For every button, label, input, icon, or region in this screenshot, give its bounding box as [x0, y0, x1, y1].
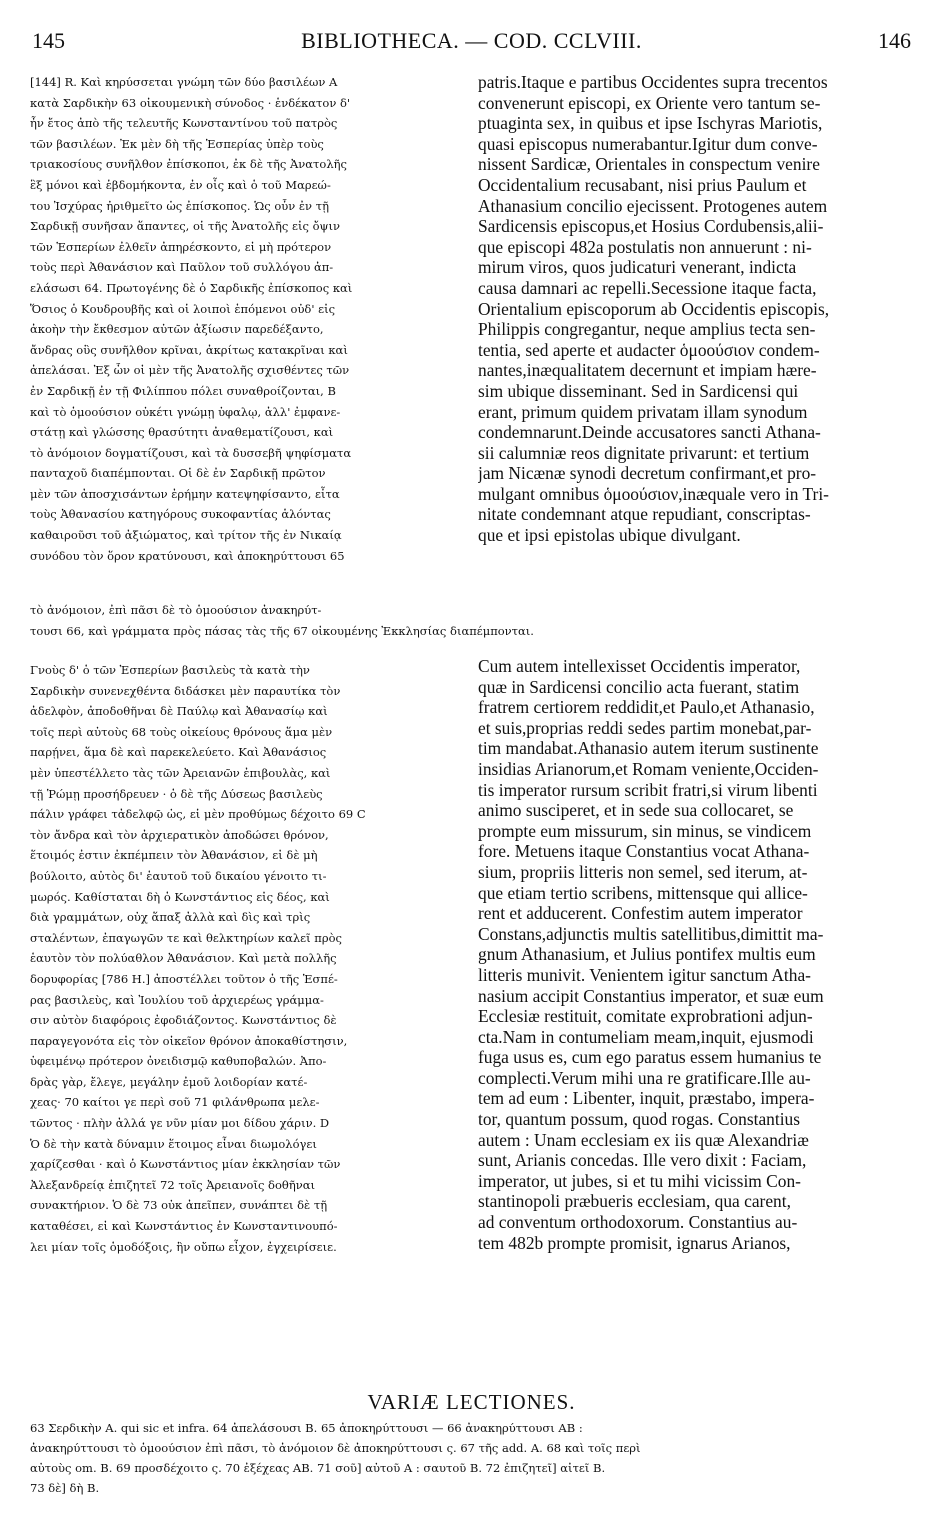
text-line: τριακοσίους συνῆλθον ἐπίσκοποι, ἐκ δὲ τῆς Ἀνατολῆς [30, 157, 347, 172]
text-line: jam Nicænæ synodi decretum confirmant,et pro- [478, 463, 817, 484]
text-line: patris.Itaque e partibus Occidentes supra trecentos [478, 72, 828, 92]
text-line: λει μίαν τοῖς ὁμοδόξοις, ἣν οὔπω εἶχον, ἐγχειρίσειε. [30, 1239, 337, 1254]
text-line: Philippis congregantur, neque amplius tecta sen- [478, 319, 816, 340]
text-line: αὐτοὺς om. B. 69 προσδέχοιτο ς. 70 ἐξέχεας AB. 71 σοῦ] αὐτοῦ A : σαυτοῦ B. 72 ἐπιζητεῖ] αἰτεῖ B. [30, 1461, 606, 1475]
text-line: tor, quantum possum, quod rogas. Constantius [478, 1109, 800, 1130]
text-line: complecti.Verum mihi una re gratificare.Ille au- [478, 1067, 811, 1088]
text-line: Ἀλεξανδρείᾳ ἐπιζητεῖ 72 τοῖς Ἀρειανοῖς δοθῆναι [30, 1177, 315, 1192]
text-line: ad conventum orthodoxorum. Constantius au- [478, 1212, 798, 1233]
text-line: Constans,adjunctis multis satellitibus,dimittit ma- [478, 923, 824, 944]
text-line: nissent Sardicæ, Orientales in conspectum venire [478, 154, 820, 175]
text-line: μὲν τῶν ἀποσχισάντων ἐρήμην κατεψηφίσαντο, εἶτα [30, 486, 340, 501]
text-line: τὸν ἄνδρα καὶ τὸν ἀρχιερατικὸν ἀποδώσει θρόνον, [30, 827, 329, 842]
text-line: mirum viros, quos judicaturi venerant, indicta [478, 257, 797, 278]
text-line: παραγεγονότα εἰς τὸν οἰκεῖον θρόνον ἀποκαθίστησιν, [30, 1033, 348, 1048]
text-line: [144] R. Καὶ κηρύσσεται γνώμη τῶν δύο βασιλέων A [30, 75, 338, 89]
text-line: ἦν ἔτος ἀπὸ τῆς τελευτῆς Κωνσταντίνου τοῦ πατρὸς [30, 116, 338, 131]
text-line: καταθέσει, εἰ καὶ Κωνστάντιος ἐν Κωνσταντινουπό- [30, 1219, 338, 1234]
text-line: Σαρδικὴν συνενεχθέντα διδάσκει μὲν παραυτίκα τὸν [30, 683, 341, 698]
page-header [32, 28, 911, 64]
text-line: fratrem certiorem reddidit,et Paulo,et Athanasio, [478, 697, 815, 718]
text-line: ἐν Σαρδικῇ ἐν τῇ Φιλίππου πόλει συναθροίζονται, B [30, 383, 336, 398]
text-line: σταλέντων, ἐπαγωγῶν τε καὶ θελκτηρίων καλεῖ πρὸς [30, 930, 342, 945]
text-line: ἑαυτὸν τὸν πολύαθλον Ἀθανάσιον. Καὶ μετὰ πολλῆς [30, 951, 337, 966]
text-line: διὰ γραμμάτων, οὐχ ἅπαξ ἀλλὰ καὶ δὶς καὶ τρὶς [30, 910, 311, 925]
text-line: ἀνακηρύττουσι τὸ ὁμοούσιον ἐπὶ πᾶσι, τὸ ἀνόμοιον δὲ ἀποκηρύττουσι ς. 67 τῆς add. A. 68 καὶ τοῖς περὶ [30, 1441, 641, 1455]
text-line: prompte eum missurum, sin minus, se vindicem [478, 820, 812, 841]
text-line: τῇ Ῥώμῃ προσήδρευεν · ὁ δὲ τῆς Δύσεως βασιλεὺς [30, 786, 323, 801]
text-line: rent et adducerent. Confestim autem imperator [478, 903, 803, 924]
running-title: BIBLIOTHECA. — COD. CCLVIII. [301, 28, 642, 53]
text-line: βούλοιτο, αὐτὸς δι' ἑαυτοῦ τοῦ δικαίου γένοιτο τι- [30, 868, 327, 883]
text-line: τῶν βασιλέων. Ἐκ μὲν δὴ τῆς Ἑσπερίας ὑπὲρ τοὺς [30, 136, 324, 151]
text-line: 63 Σερδικὴν A. qui sic et infra. 64 ἀπελάσουσι B. 65 ἀποκηρύττουσι — 66 ἀνακηρύττουσι AB : [30, 1421, 583, 1435]
text-line: μὲν ὑπεστέλλετο τὰς τῶν Ἀρειανῶν ἐπιβουλὰς, καὶ [30, 765, 331, 780]
text-line: κατὰ Σαρδικὴν 63 οἰκουμενικὴ σύνοδος · ἑνδέκατον δ' [30, 95, 351, 110]
text-line: τὸ ἀνόμοιον, ἐπὶ πᾶσι δὲ τὸ ὁμοούσιον ἀνακηρύτ- [30, 603, 322, 617]
text-line: tem ad eum : Libenter, inquit, præstabo, impera- [478, 1088, 815, 1109]
text-line: et suis,proprias reddi sedes partim monebat,par- [478, 717, 812, 738]
text-line: ὑφειμένῳ πρότερον ὀνειδισμῷ καθυποβαλών. Ἀπο- [30, 1054, 327, 1069]
text-line: Ὅσιος ὁ Κουδρουβῆς καὶ οἱ λοιποὶ ἑπόμενοι οὐδ' εἰς [30, 301, 336, 316]
variae-lectiones-notes [30, 1418, 918, 1498]
text-line: ἄνδρας οὓς συνῆλθον κρῖναι, ἀκρίτως κατακρῖναι καὶ [30, 342, 348, 357]
text-line: stantinopoli præbueris ecclesiam, qua carent, [478, 1191, 791, 1212]
text-line: χαρίζεσθαι · καὶ ὁ Κωνστάντιος μίαν ἐκκλησίαν τῶν [30, 1157, 341, 1172]
text-line: nantes,inæqualitatem decernunt et impiam hære- [478, 360, 817, 381]
text-line: convenerunt episcopi, ex Oriente vero tantum se- [478, 92, 821, 113]
greek-full-width-lines [30, 600, 918, 641]
page-number-left: 145 [32, 28, 65, 53]
page-number-right: 146 [878, 28, 911, 53]
text-line: autem : Unam ecclesiam ex iis quæ Alexandriæ [478, 1129, 809, 1150]
text-line: ἕτοιμός ἐστιν ἐκπέμπειν τὸν Ἀθανάσιον, εἰ δὲ μὴ [30, 848, 318, 863]
text-line: ελάσωσι 64. Πρωτογένης δὲ ὁ Σαρδικῆς ἐπίσκοπος καὶ [30, 280, 353, 295]
text-line: que episcopi 482a postulatis non annuerunt : ni- [478, 236, 812, 257]
text-line: ρας βασιλεὺς, καὶ Ἰουλίου τοῦ ἀρχιερέως γράμμα- [30, 992, 324, 1007]
text-line: Sardicensis episcopus,et Hosius Cordubensis,alii- [478, 216, 824, 237]
text-line: τουσι 66, καὶ γράμματα πρὸς πάσας τὰς τῆς 67 οἰκουμένης Ἐκκλησίας διαπέμπονται. [30, 623, 534, 638]
text-line: σιν αὐτὸν διαφόροις ἐφοδιάζοντος. Κωνστάντιος δὲ [30, 1013, 337, 1028]
text-line: tentia, sed aperte et audacter ὁμοούσιον condem- [478, 339, 820, 360]
text-line: ptuaginta sex, in quibus et ipse Ischyras Mariotis, [478, 113, 823, 134]
text-line: causa damnari ac repelli.Secessione itaque facta, [478, 277, 817, 298]
text-line: litteris munivit. Venientem igitur sanctum Atha- [478, 964, 811, 985]
text-line: καθαιροῦσι τοῦ ἀξιώματος, καὶ τρίτον τῆς ἐν Νικαίᾳ [30, 528, 342, 543]
text-line: quæ in Sardicensi concilio acta fuerant, statim [478, 676, 800, 697]
text-line: τῶν Ἑσπερίων ἐλθεῖν ἀπηρέσκοντο, εἰ μὴ πρότερον [30, 239, 332, 254]
text-line: ἀκοὴν τὴν ἔκθεσμον αὐτῶν ἀξίωσιν παρεδέξαντο, [30, 322, 324, 337]
text-line: erant, primum quidem privatam illam synodum [478, 401, 808, 422]
text-line: fuga usus es, cum ego paratus essem humanius te [478, 1047, 822, 1068]
text-line: παρῄνει, ἅμα δὲ καὶ παρεκελεύετο. Καὶ Ἀθανάσιος [30, 745, 327, 760]
text-line: insidias Arianorum,et Romam veniente,Occiden- [478, 758, 819, 779]
text-line: tim mandabat.Athanasio autem iterum sustinente [478, 738, 819, 759]
text-line: πανταχοῦ διαπέμπονται. Οἱ δὲ ἐν Σαρδικῇ πρῶτον [30, 466, 326, 481]
text-line: Ecclesiæ restituit, comitate exprobrationi adjun- [478, 1006, 813, 1027]
greek-column-top [30, 72, 468, 566]
text-line: ἀπελάσαι. Ἐξ ὧν οἱ μὲν τῆς Ἀνατολῆς σχισθέντες τῶν [30, 363, 350, 378]
text-line: τοὺς περὶ Ἀθανάσιον καὶ Παῦλον τοῦ συλλόγου ἀπ- [30, 260, 334, 275]
text-line: Occidentalium recusabant, nisi prius Paulum et [478, 174, 807, 195]
text-line: cta.Nam in contumeliam meam,inquit, ejusmodi [478, 1026, 814, 1047]
text-line: τοὺς Ἀθανασίου κατηγόρους συκοφαντίας ἁλόντας [30, 507, 331, 522]
latin-column-top [478, 72, 918, 546]
text-line: ἀδελφὸν, ἀποδοθῆναι δὲ Παύλῳ καὶ Ἀθανασίῳ καὶ [30, 704, 328, 719]
text-line: mulgant omnibus ὁμοούσιον,inæquale vero in Tri- [478, 483, 829, 504]
text-line: Σαρδικῇ συνῆσαν ἅπαντες, οἱ τῆς Ἀνατολῆς εἰς ὄψιν [30, 219, 341, 234]
text-line: καὶ τὸ ὁμοούσιον οὐκέτι γνώμῃ ὑφαλῳ, ἀλλ' ἐμφανε- [30, 404, 341, 419]
text-line: fore. Metuens itaque Constantius vocat Athana- [478, 841, 810, 862]
text-line: τῶντος · πλὴν ἀλλά γε νῦν μίαν μοι δίδου χάριν. D [30, 1116, 330, 1131]
text-line: χεας· 70 καίτοι γε περὶ σοῦ 71 φιλάνθρωπα μελε- [30, 1095, 320, 1110]
text-line: τὸ ἀνόμοιον δογματίζουσι, καὶ τὰ δυσσεβῆ ψηφίσματα [30, 445, 352, 460]
text-line: nasium accipit Constantius imperator, et suæ eum [478, 985, 824, 1006]
text-line: πάλιν γράφει τἀδελφῷ ὡς, εἰ μὲν προθύμως δέχοιτο 69 C [30, 807, 366, 822]
text-line: animo susciperet, et in sede sua collocaret, se [478, 800, 794, 821]
text-line: sim ubique disseminant. Sed in Sardicensi qui [478, 380, 799, 401]
greek-column-bottom [30, 660, 468, 1257]
text-line: que etiam tertio scribens, mittensque qui allice- [478, 882, 808, 903]
text-line: imperator, ut jubes, si et tu mihi vicissim Con- [478, 1170, 801, 1191]
text-line: συνόδου τὸν ὅρον κρατύνουσι, καὶ ἀποκηρύττουσι 65 [30, 548, 345, 563]
text-line: nitate condemnant atque repudiant, conscriptas- [478, 504, 811, 525]
text-line: στάτῃ καὶ γλώσσης θρασύτητι ἀναθεματίζουσι, καὶ [30, 425, 334, 440]
text-line: sunt, Arianis concedas. Ille vero dixit : Faciam, [478, 1150, 807, 1171]
text-line: sii calumniæ reos dignitate privarunt: et tertium [478, 442, 810, 463]
text-line: Cum autem intellexisset Occidentis imperator, [478, 656, 801, 676]
text-line: συνακτήριον. Ὁ δὲ 73 οὐκ ἀπεῖπεν, συνάπτει δὲ τῇ [30, 1198, 328, 1213]
latin-column-bottom [478, 656, 918, 1253]
text-line: tem 482b prompte promisit, ignarus Arianos, [478, 1232, 791, 1253]
text-line: gnum Athanasium, et Julius pontifex multis eum [478, 944, 816, 965]
text-line: δρὰς γὰρ, ἔλεγε, μεγάλην ἐμοῦ λοιδορίαν κατέ- [30, 1074, 308, 1089]
text-line: του Ἰσχύρας ἠριθμεῖτο ὡς ἐπίσκοπος. Ὡς οὖν ἐν τῇ [30, 198, 329, 213]
text-line: Orientalium episcoporum ab Occidentis episcopis, [478, 298, 830, 319]
text-line: τοῖς περὶ αὐτοὺς 68 τοὺς οἰκείους θρόνους ἅμα μὲν [30, 724, 333, 739]
text-line: μωρός. Καθίσταται δὴ ὁ Κωνστάντιος εἰς δέος, καὶ [30, 889, 330, 904]
variae-lectiones-heading: VARIÆ LECTIONES. [367, 1390, 576, 1414]
text-line: que et ipsi epistolas ubique divulgant. [478, 525, 741, 546]
text-line: sium, propriis litteris non semel, sed iterum, at- [478, 861, 808, 882]
text-line: Ὁ δὲ τὴν κατὰ δύναμιν ἕτοιμος εἶναι διωμολόγει [30, 1136, 317, 1151]
text-line: Γνοὺς δ' ὁ τῶν Ἑσπερίων βασιλεὺς τὰ κατὰ τὴν [30, 663, 310, 677]
text-line: δορυφορίας [786 H.] ἀποστέλλει τοῦτον ὁ τῆς Ἑσπέ- [30, 971, 338, 986]
text-line: 73 δὲ] δὴ B. [30, 1481, 100, 1495]
text-line: ἓξ μόνοι καὶ ἑβδομήκοντα, ἐν οἷς καὶ ὁ τοῦ Μαρεώ- [30, 177, 331, 192]
text-line: tis imperator rursum scribit fratri,si virum libenti [478, 779, 818, 800]
text-line: Athanasium concilio ejecissent. Protogenes autem [478, 195, 828, 216]
text-line: quasi episcopus numerabantur.Igitur dum conve- [478, 133, 818, 154]
text-line: condemnarunt.Deinde accusatores sancti Athana- [478, 422, 821, 443]
